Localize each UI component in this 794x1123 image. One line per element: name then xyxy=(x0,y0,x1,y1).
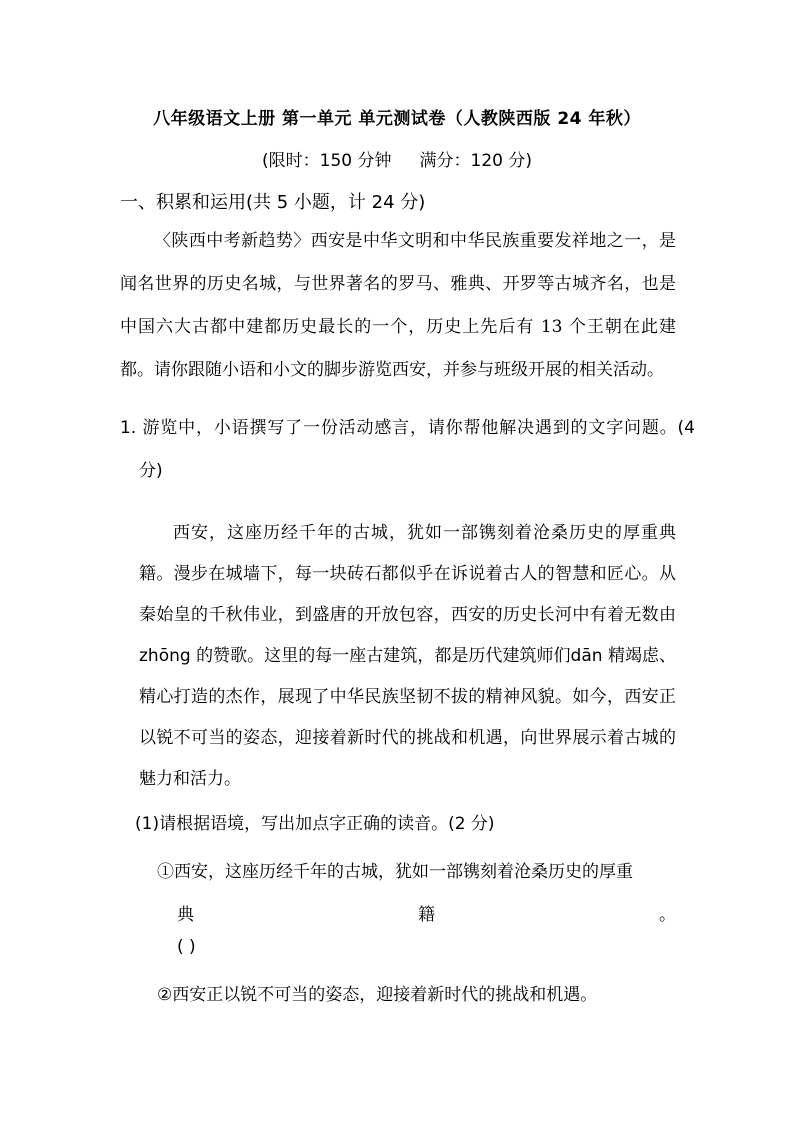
section-intro: 〈陕西中考新趋势〉西安是中华文明和中华民族重要发祥地之一，是闻名世界的历史名城，与世界著名的罗马、雅典、开罗等古城齐名，也是中国六大古都中建都历史最长的一个，历史上先后有 13 个王朝在此建都。请你跟随小语和小文的脚步游览西安，并参与班级开展的相关活动。 xyxy=(120,231,676,380)
reading-passage xyxy=(139,513,676,800)
pinyin-zhong: zhōng xyxy=(139,646,191,666)
time-limit: (限时：150 分钟 xyxy=(262,151,392,171)
sub-item-1 xyxy=(157,851,676,937)
passage-part-c: 精竭虑、精心打造的杰作，展现了中华民族坚韧不拔的精神风貌。如今，西安正以锐不可当的姿态，迎接着新时代的挑战和机遇，向世界展示着古城的魅力和活力。 xyxy=(139,646,676,789)
sentence-end: 。 xyxy=(659,905,676,925)
answer-blank[interactable]: ( ) xyxy=(177,937,196,957)
sub-item-2: ②西安正以锐不可当的姿态，迎接着新时代的挑战和机遇。 xyxy=(157,985,598,1005)
sub-item-1-words xyxy=(157,894,676,937)
dotted-char-dian: 典 xyxy=(177,905,194,925)
passage-part-b: 的赞歌。这里的每一座古建筑，都是历代建筑师们 xyxy=(190,646,571,666)
section-heading: 一、积累和运用(共 5 小题，计 24 分) xyxy=(120,192,426,213)
full-score: 满分：120 分) xyxy=(419,151,532,171)
question-1-stem: 1. 游览中，小语撰写了一份活动感言，请你帮他解决遇到的文字问题。(4 分) xyxy=(120,418,695,481)
sub-question-1: (1)请根据语境，写出加点字正确的读音。(2 分) xyxy=(135,814,495,834)
dotted-char-ji: 籍 xyxy=(418,905,435,925)
exam-title: 八年级语文上册 第一单元 单元测试卷（人教陕西版 24 年秋） xyxy=(153,109,641,129)
pinyin-dan: dān xyxy=(570,646,603,666)
passage-part-a: 西安，这座历经千年的古城，犹如一部镌刻着沧桑历史的厚重典籍。漫步在城墙下，每一块砖石都似乎在诉说着古人的智慧和匠心。从秦始皇的千秋伟业，到盛唐的开放包容，西安的历史长河中有着无数由 xyxy=(139,523,676,625)
exam-info xyxy=(0,146,794,171)
sub-item-1-line: ①西安，这座历经千年的古城，犹如一部镌刻着沧桑历史的厚重 xyxy=(157,862,633,882)
